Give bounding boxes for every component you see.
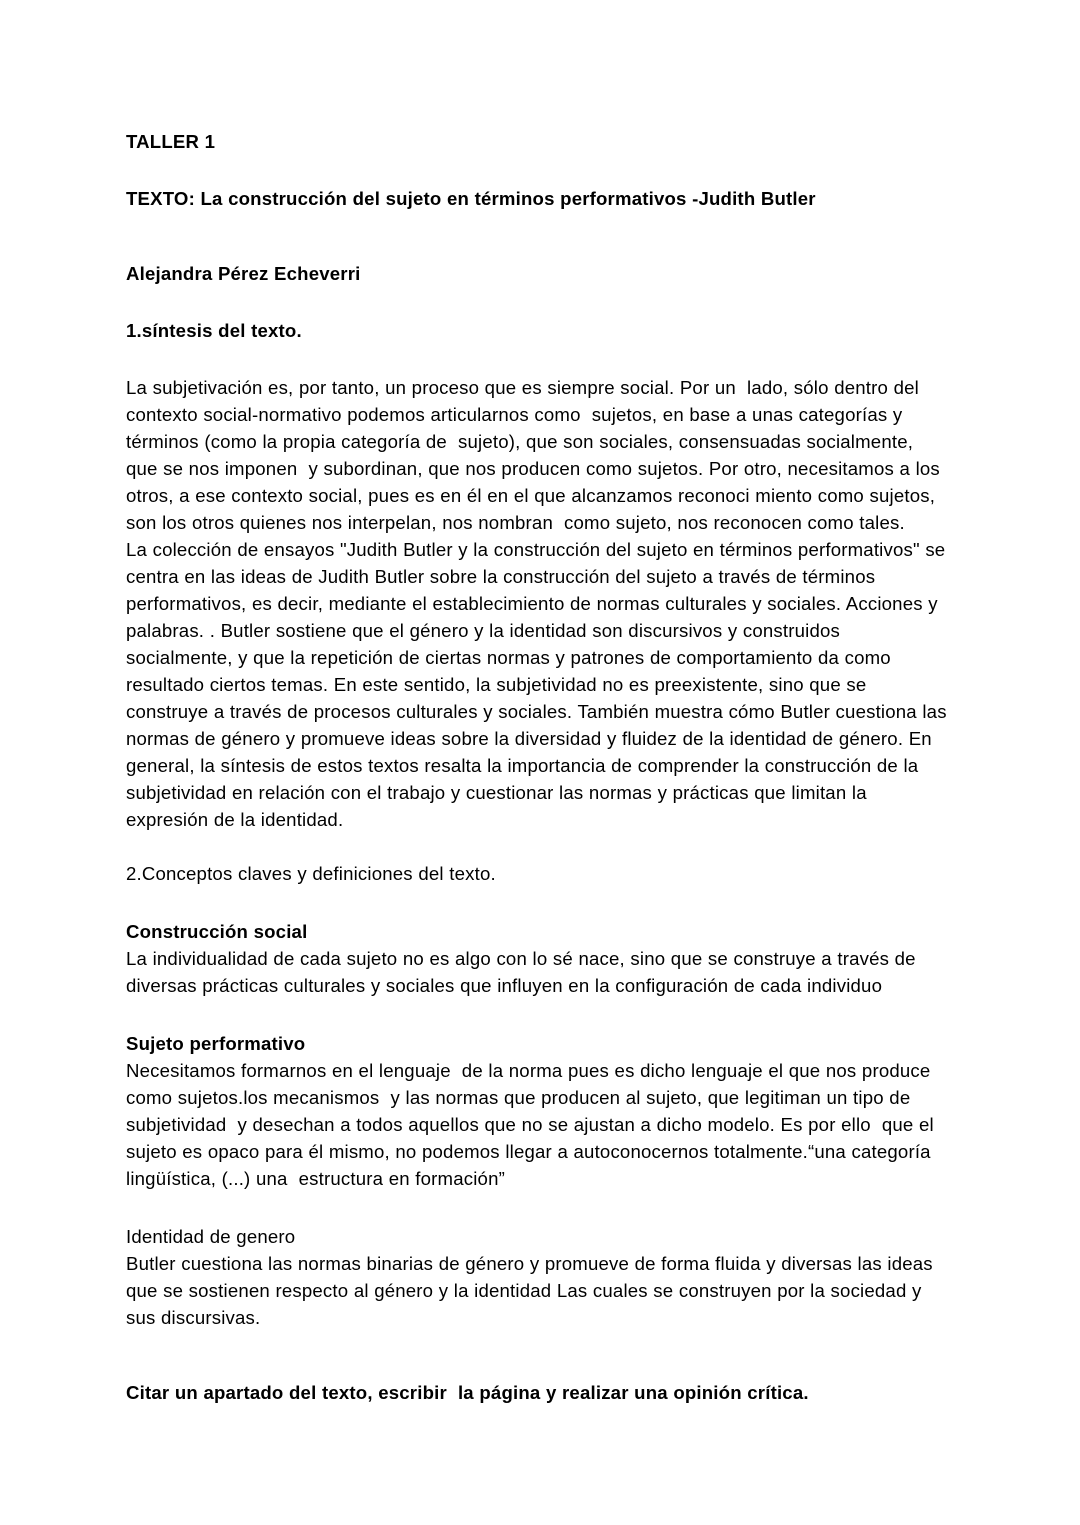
- section-2-heading: 2.Conceptos claves y definiciones del texto.: [126, 863, 496, 884]
- document-body: [126, 128, 953, 1406]
- spacer: [126, 833, 948, 860]
- spacer: [126, 887, 948, 918]
- spacer: [126, 212, 948, 260]
- document-subtitle: TEXTO: La construcción del sujeto en términos performativos -Judith Butler: [126, 188, 816, 209]
- paragraph-synthesis-1: La subjetivación es, por tanto, un proceso que es siempre social. Por un lado, sólo dentro del contexto social-normativo podemos articularnos como sujetos, en base a unas categorías y términos (como la propia categoría de sujeto), que son sociales, consensuadas socialmente, que se nos imponen y subordinan, que nos producen como sujetos. Por otro, necesitamos a los otros, a ese contexto social, pues es en él en el que alcanzamos reconoci miento como sujetos, son los otros quienes nos interpelan, nos nombran como sujeto, nos reconocen como tales.: [126, 377, 951, 533]
- concept-body-identidad-de-genero: Butler cuestiona las normas binarias de género y promueve de forma fluida y diversas las ideas que se sostienen respecto al género y la identidad Las cuales se construyen por la sociedad y sus discursivas.: [126, 1253, 939, 1328]
- page-title: TALLER 1: [126, 131, 216, 152]
- concept-body-construccion-social: La individualidad de cada sujeto no es algo con lo sé nace, sino que se construye a través de diversas prácticas culturales y sociales que influyen en la configuración de cada individuo: [126, 948, 922, 996]
- spacer: [126, 344, 948, 374]
- closing-instruction: Citar un apartado del texto, escribir la página y realizar una opinión crítica.: [126, 1382, 809, 1403]
- concept-title-construccion-social: Construcción social: [126, 921, 308, 942]
- concept-title-identidad-de-genero: Identidad de genero: [126, 1226, 296, 1247]
- spacer: [126, 155, 948, 185]
- spacer: [126, 1331, 948, 1379]
- spacer: [126, 999, 948, 1030]
- paragraph-synthesis-2: La colección de ensayos "Judith Butler y la construcción del sujeto en términos performativos" se centra en las ideas de Judith Butler sobre la construcción del sujeto a través de términos performativos, es decir, mediante el establecimiento de normas culturales y sociales. Acciones y palabras. . Butler sostiene que el género y la identidad son discursivos y construidos socialmente, y que la repetición de ciertas normas y patrones de comportamiento da como resultado ciertos temas. En este sentido, la subjetividad no es preexistente, sino que se construye a través de procesos culturales y sociales. También muestra cómo Butler cuestiona las normas de género y promueve ideas sobre la diversidad y fluidez de la identidad de género. En general, la síntesis de estos textos resalta la importancia de comprender la construcción de la subjetividad en relación con el trabajo y cuestionar las normas y prácticas que limitan la expresión de la identidad.: [126, 539, 953, 830]
- spacer: [126, 1192, 948, 1223]
- spacer: [126, 287, 948, 317]
- author-name: Alejandra Pérez Echeverri: [126, 263, 361, 284]
- concept-title-sujeto-performativo: Sujeto performativo: [126, 1033, 306, 1054]
- section-1-heading: 1.síntesis del texto.: [126, 320, 302, 341]
- concept-body-sujeto-performativo: Necesitamos formarnos en el lenguaje de la norma pues es dicho lenguaje el que nos produce como sujetos.los mecanismos y las normas que producen al sujeto, que legitiman un tipo de subjetividad y desechan a todos aquellos que no se ajustan a dicho modelo. Es por ello que el sujeto es opaco para él mismo, no podemos llegar a autoconocernos totalmente.“una categoría lingüística, (...) una estructura en formación”: [126, 1060, 940, 1189]
